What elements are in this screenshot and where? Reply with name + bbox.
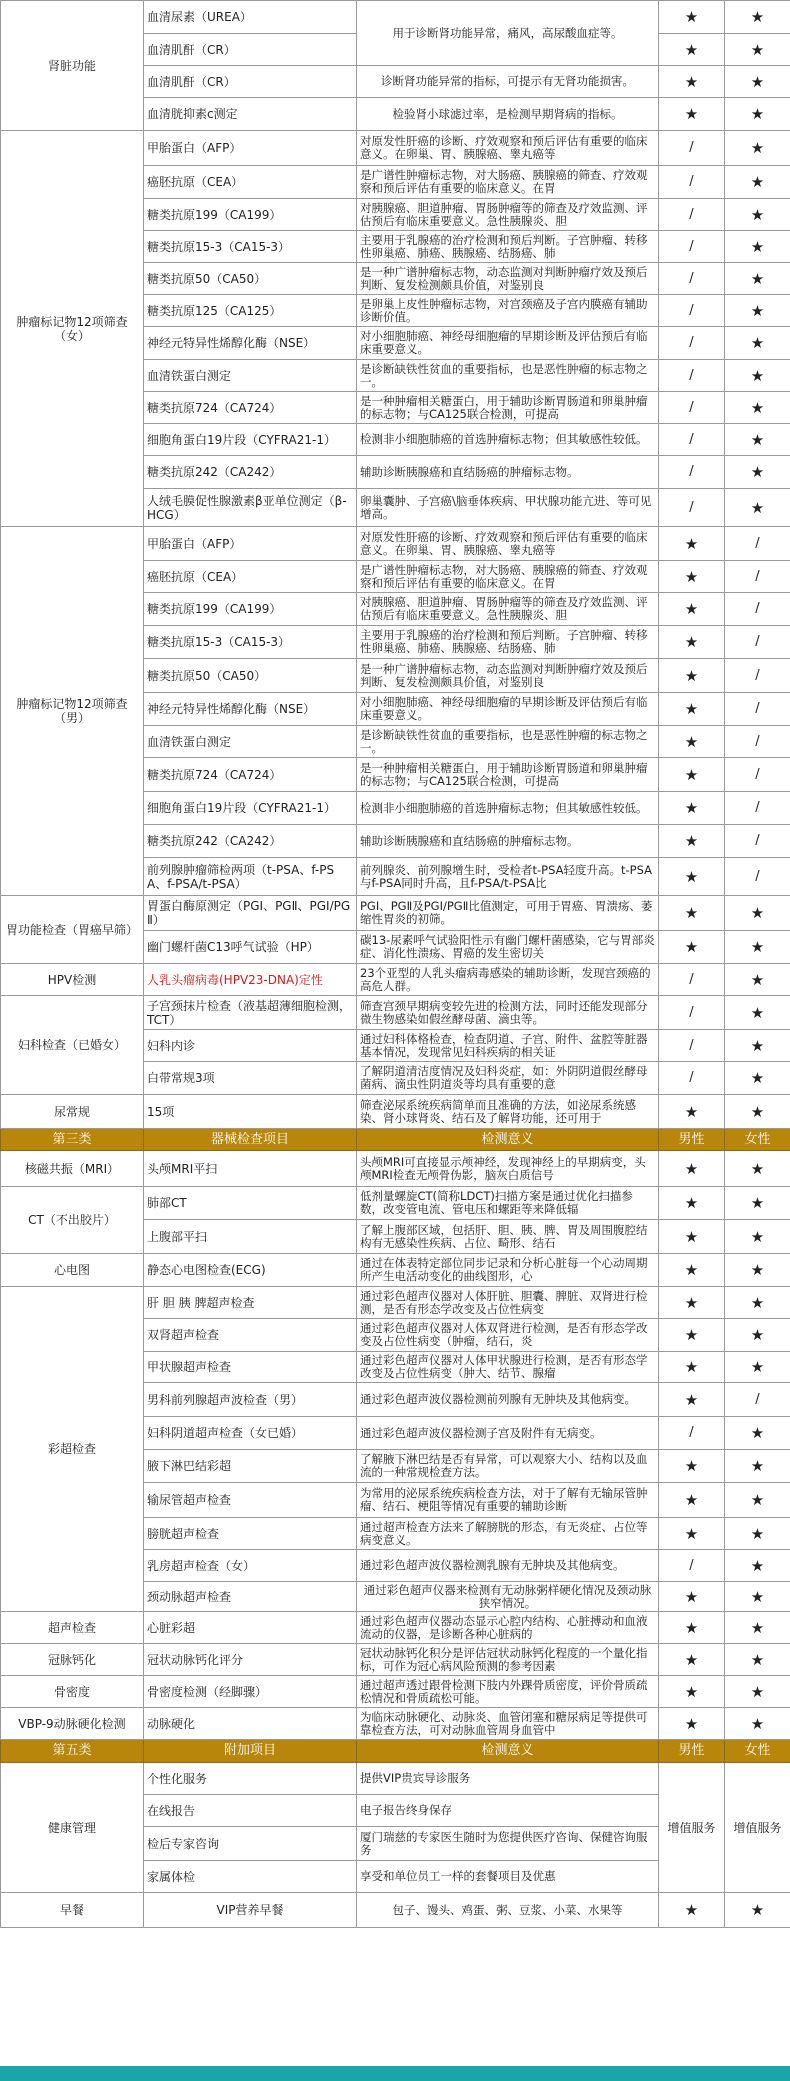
female-included-star-icon: ★ — [725, 1319, 790, 1352]
female-included-star-icon: ★ — [725, 1708, 790, 1740]
female-included-star-icon: ★ — [725, 231, 790, 263]
item-meaning: 通过彩色超声仪器对人体双肾进行检测，是否有形态学改变及占位性病变（肿瘤，结石，炎 — [357, 1319, 659, 1352]
male-included-star-icon: ★ — [659, 626, 725, 659]
female-not-applicable-mark: / — [725, 626, 790, 659]
item-meaning: 检测非小细胞肺癌的首选肿瘤标志物；但其敏感性较低。 — [357, 792, 659, 825]
male-included-star-icon: ★ — [659, 792, 725, 825]
category-cell: CT（不出胶片） — [1, 1187, 144, 1254]
item-meaning: 23个亚型的人乳头瘤病毒感染的辅助诊断，发现宫颈癌的高危人群。 — [357, 964, 659, 996]
female-included-star-icon: ★ — [725, 996, 790, 1030]
male-not-applicable-mark: / — [659, 166, 725, 199]
female-not-applicable-mark: / — [725, 758, 790, 792]
item-meaning: 碳13-尿素呼气试验阳性示有幽门螺杆菌感染，它与胃部炎症、消化性溃疡、胃癌的发生密切关 — [357, 931, 659, 964]
female-not-applicable-mark: / — [725, 792, 790, 825]
male-included-star-icon: ★ — [659, 561, 725, 593]
item-meaning: 对胰腺癌、胆道肿瘤、胃肠肿瘤等的筛查及疗效监测、评估预后有临床重要意义。急性胰腺炎、胆 — [357, 593, 659, 626]
female-included-star-icon: ★ — [725, 1030, 790, 1062]
header-item: 器械检查项目 — [144, 1129, 357, 1151]
male-included-star-icon: ★ — [659, 931, 725, 964]
header-category: 第五类 — [1, 1740, 144, 1763]
item-name: 糖类抗原199（CA199） — [144, 593, 357, 626]
item-name: 糖类抗原724（CA724） — [144, 758, 357, 792]
item-meaning: 是一种肿瘤相关糖蛋白，用于辅助诊断胃肠道和卵巢肿瘤的标志物；与CA125联合检测，可提高 — [357, 758, 659, 792]
male-not-applicable-mark: / — [659, 199, 725, 231]
female-not-applicable-mark: / — [725, 593, 790, 626]
female-included-star-icon: ★ — [725, 1254, 790, 1287]
item-meaning: 厦门瑞慈的专家医生随时为您提供医疗咨询、保健咨询服务 — [357, 1827, 659, 1861]
male-not-applicable-mark: / — [659, 1550, 725, 1582]
item-name: 人乳头瘤病毒(HPV23-DNA)定性 — [144, 964, 357, 996]
header-female: 女性 — [725, 1129, 790, 1151]
female-included-star-icon: ★ — [725, 1187, 790, 1220]
category-cell: VBP-9动脉硬化检测 — [1, 1708, 144, 1740]
female-included-star-icon: ★ — [725, 931, 790, 964]
female-not-applicable-mark: / — [725, 693, 790, 726]
male-included-star-icon: ★ — [659, 1352, 725, 1383]
item-meaning: 是广谱性肿瘤标志物，对大肠癌、胰腺癌的筛查、疗效观察和预后评估有重要的临床意义。在胃 — [357, 166, 659, 199]
item-name: 输尿管超声检查 — [144, 1483, 357, 1518]
item-meaning: 是诊断缺铁性贫血的重要指标，也是恶性肿瘤的标志物之一。 — [357, 726, 659, 758]
male-not-applicable-mark: / — [659, 327, 725, 360]
category-cell: 冠脉钙化 — [1, 1644, 144, 1676]
item-name: 血清铁蛋白测定 — [144, 360, 357, 392]
header-category: 第三类 — [1, 1129, 144, 1151]
female-included-star-icon: ★ — [725, 1893, 790, 1928]
male-included-star-icon: ★ — [659, 1676, 725, 1708]
item-meaning: 辅助诊断胰腺癌和直结肠癌的肿瘤标志物。 — [357, 456, 659, 489]
item-meaning: PGⅠ、PGⅡ及PGⅠ/PGⅡ比值测定，可用于胃癌、胃溃疡、萎缩性胃炎的初筛。 — [357, 896, 659, 931]
male-included-star-icon: ★ — [659, 896, 725, 931]
table-body — [1, 1, 790, 1928]
footer-bar — [0, 2066, 790, 2081]
male-not-applicable-mark: / — [659, 964, 725, 996]
female-not-applicable-mark: / — [725, 726, 790, 758]
item-name: 甲状腺超声检查 — [144, 1352, 357, 1383]
category-cell: 肿瘤标记物12项筛查（女） — [1, 131, 144, 527]
item-meaning: 对小细胞肺癌、神经母细胞瘤的早期诊断及评估预后有临床重要意义。 — [357, 327, 659, 360]
item-meaning: 通过彩色超声波仪器检测乳腺有无肿块及其他病变。 — [357, 1550, 659, 1582]
female-included-star-icon: ★ — [725, 1483, 790, 1518]
category-cell: 胃功能检查（胃癌早筛） — [1, 896, 144, 964]
item-name: 骨密度检测（经脚骤） — [144, 1676, 357, 1708]
item-meaning: 低剂量螺旋CT(简称LDCT)扫描方案是通过优化扫描参数，改变管电流、管电压和螺距等来降低辐 — [357, 1187, 659, 1220]
item-name: 子宫颈抹片检查（液基超薄细胞检测，TCT） — [144, 996, 357, 1030]
male-included-star-icon: ★ — [659, 693, 725, 726]
male-not-applicable-mark: / — [659, 131, 725, 166]
item-name: 在线报告 — [144, 1795, 357, 1827]
item-meaning: 检验肾小球滤过率，是检测早期肾病的指标。 — [357, 98, 659, 131]
male-not-applicable-mark: / — [659, 231, 725, 263]
category-cell: 健康管理 — [1, 1763, 144, 1893]
male-included-star-icon: ★ — [659, 1187, 725, 1220]
item-meaning: 通过彩色超声仪器对人体肝脏、胆囊、脾脏、双肾进行检测，是否有形态学改变及占位性病变 — [357, 1287, 659, 1319]
female-not-applicable-mark: / — [725, 1383, 790, 1417]
table-row — [1, 1187, 790, 1220]
item-name: 血清胱抑素c测定 — [144, 98, 357, 131]
item-name: 男科前列腺超声波检查（男） — [144, 1383, 357, 1417]
female-not-applicable-mark: / — [725, 527, 790, 561]
item-meaning: 头颅MRI可直接显示颅神经，发现神经上的早期病变，头颅MRI检查无颅骨伪影，脑灰白质信号 — [357, 1151, 659, 1187]
item-name: 膀胱超声检查 — [144, 1518, 357, 1550]
female-included-star-icon: ★ — [725, 1550, 790, 1582]
item-meaning: 前列腺炎、前列腺增生时，受检者t-PSA轻度升高。t-PSA与f-PSA同时升高，且f-PSA/t-PSA比 — [357, 858, 659, 896]
category-cell: 彩超检查 — [1, 1287, 144, 1612]
item-name: 冠状动脉钙化评分 — [144, 1644, 357, 1676]
item-meaning: 通过妇科体格检查，检查阴道、子宫、附件、盆腔等脏器基本情况，发现常见妇科疾病的相关证 — [357, 1030, 659, 1062]
item-name: 妇科内诊 — [144, 1030, 357, 1062]
item-name: 检后专家咨询 — [144, 1827, 357, 1861]
item-name: 血清肌酐（CR） — [144, 66, 357, 98]
item-meaning: 为临床动脉硬化、动脉炎、血管闭塞和糖尿病足等提供可靠检查方法，可对动脉血管周身血管中 — [357, 1708, 659, 1740]
item-meaning: 用于诊断肾功能异常，痛风，高尿酸血症等。 — [357, 1, 659, 66]
female-included-star-icon: ★ — [725, 1676, 790, 1708]
male-not-applicable-mark: / — [659, 360, 725, 392]
item-name: 肝 胆 胰 脾超声检查 — [144, 1287, 357, 1319]
item-meaning: 主要用于乳腺癌的治疗检测和预后判断。子宫肿瘤、转移性卵巢癌、肺癌、胰腺癌、结肠癌、肺 — [357, 626, 659, 659]
item-name: 血清肌酐（CR） — [144, 34, 357, 66]
item-name: 双肾超声检查 — [144, 1319, 357, 1352]
female-included-star-icon: ★ — [725, 199, 790, 231]
female-included-star-icon: ★ — [725, 1582, 790, 1612]
male-included-star-icon: ★ — [659, 726, 725, 758]
male-included-star-icon: ★ — [659, 1483, 725, 1518]
item-meaning: 是一种肿瘤相关糖蛋白，用于辅助诊断胃肠道和卵巢肿瘤的标志物；与CA125联合检测，可提高 — [357, 392, 659, 424]
header-item: 附加项目 — [144, 1740, 357, 1763]
item-name: 细胞角蛋白19片段（CYFRA21-1） — [144, 424, 357, 456]
male-included-star-icon: ★ — [659, 1644, 725, 1676]
table-row — [1, 1763, 790, 1795]
item-meaning: 对原发性肝癌的诊断、疗效观察和预后评估有重要的临床意义。在卵巢、胃、胰腺癌、睾丸癌等 — [357, 131, 659, 166]
table-row — [1, 1, 790, 34]
male-value-cell: 增值服务 — [659, 1763, 725, 1893]
item-meaning: 了解上腹部区域，包括肝、胆、胰、脾、胃及周围腹腔结构有无感染性疾病、占位、畸形、结石 — [357, 1220, 659, 1254]
male-included-star-icon: ★ — [659, 593, 725, 626]
item-meaning: 诊断肾功能异常的指标，可提示有无肾功能损害。 — [357, 66, 659, 98]
item-meaning: 通过超声透过跟骨检测下肢内外踝骨质密度，评价骨质疏松情况和骨质疏松可能。 — [357, 1676, 659, 1708]
item-meaning: 检测非小细胞肺癌的首选肿瘤标志物；但其敏感性较低。 — [357, 424, 659, 456]
item-name: 前列腺肿瘤筛检两项（t-PSA、f-PSA、f-PSA/t-PSA） — [144, 858, 357, 896]
female-included-star-icon: ★ — [725, 1287, 790, 1319]
item-name: 腋下淋巴结彩超 — [144, 1450, 357, 1483]
item-meaning: 享受和单位员工一样的套餐项目及优惠 — [357, 1861, 659, 1893]
item-name: 糖类抗原50（CA50） — [144, 263, 357, 295]
item-name: 头颅MRI平扫 — [144, 1151, 357, 1187]
male-included-star-icon: ★ — [659, 1518, 725, 1550]
item-meaning: 是卵巢上皮性肿瘤标志物，对宫颈癌及子宫内膜癌有辅助诊断价值。 — [357, 295, 659, 327]
female-not-applicable-mark: / — [725, 561, 790, 593]
male-included-star-icon: ★ — [659, 527, 725, 561]
item-name: 糖类抗原125（CA125） — [144, 295, 357, 327]
male-included-star-icon: ★ — [659, 1095, 725, 1129]
header-female: 女性 — [725, 1740, 790, 1763]
category-cell: 早餐 — [1, 1893, 144, 1928]
item-meaning: 主要用于乳腺癌的治疗检测和预后判断。子宫肿瘤、转移性卵巢癌、肺癌、胰腺癌、结肠癌、肺 — [357, 231, 659, 263]
female-included-star-icon: ★ — [725, 1352, 790, 1383]
table-row — [1, 996, 790, 1030]
male-included-star-icon: ★ — [659, 1708, 725, 1740]
female-included-star-icon: ★ — [725, 964, 790, 996]
item-meaning: 了解阴道清洁度情况及妇科炎症，如：外阴阴道假丝酵母菌病、滴虫性阴道炎等均具有重要的意 — [357, 1062, 659, 1095]
male-not-applicable-mark: / — [659, 1030, 725, 1062]
male-included-star-icon: ★ — [659, 1383, 725, 1417]
male-included-star-icon: ★ — [659, 98, 725, 131]
item-meaning: 通过在体表特定部位同步记录和分析心脏每一个心动周期所产生电活动变化的曲线图形，心 — [357, 1254, 659, 1287]
item-name: 糖类抗原242（CA242） — [144, 456, 357, 489]
item-name: 乳房超声检查（女） — [144, 1550, 357, 1582]
female-not-applicable-mark: / — [725, 659, 790, 693]
item-meaning: 是一种广谱肿瘤标志物，动态监测对判断肿瘤疗效及预后判断、复发检测颇具价值，对鉴别良 — [357, 659, 659, 693]
item-name: 糖类抗原199（CA199） — [144, 199, 357, 231]
female-included-star-icon: ★ — [725, 166, 790, 199]
male-included-star-icon: ★ — [659, 1220, 725, 1254]
female-included-star-icon: ★ — [725, 34, 790, 66]
item-name: 甲胎蛋白（AFP） — [144, 527, 357, 561]
item-meaning: 对小细胞肺癌、神经母细胞瘤的早期诊断及评估预后有临床重要意义。 — [357, 693, 659, 726]
male-included-star-icon: ★ — [659, 1893, 725, 1928]
male-not-applicable-mark: / — [659, 392, 725, 424]
male-included-star-icon: ★ — [659, 1287, 725, 1319]
category-cell: 妇科检查（已婚女） — [1, 996, 144, 1095]
item-meaning: 对原发性肝癌的诊断、疗效观察和预后评估有重要的临床意义。在卵巢、胃、胰腺癌、睾丸癌等 — [357, 527, 659, 561]
item-meaning: 是诊断缺铁性贫血的重要指标，也是恶性肿瘤的标志物之一。 — [357, 360, 659, 392]
item-meaning: 通过超声检查方法来了解膀胱的形态，有无炎症、占位等病变意义。 — [357, 1518, 659, 1550]
item-name: 糖类抗原15-3（CA15-3） — [144, 231, 357, 263]
item-name: 癌胚抗原（CEA） — [144, 561, 357, 593]
header-male: 男性 — [659, 1740, 725, 1763]
item-meaning: 通过彩色超声波仪器检测前列腺有无肿块及其他病变。 — [357, 1383, 659, 1417]
item-name: 血清铁蛋白测定 — [144, 726, 357, 758]
item-name: 动脉硬化 — [144, 1708, 357, 1740]
female-included-star-icon: ★ — [725, 456, 790, 489]
male-included-star-icon: ★ — [659, 1319, 725, 1352]
item-meaning: 通过彩色超声仪器对人体甲状腺进行检测，是否有形态学改变及占位性病变（肿大、结节、腺瘤 — [357, 1352, 659, 1383]
male-not-applicable-mark: / — [659, 424, 725, 456]
female-included-star-icon: ★ — [725, 360, 790, 392]
table-row — [1, 1708, 790, 1740]
category-cell: 核磁共振（MRI） — [1, 1151, 144, 1187]
table-row — [1, 527, 790, 561]
item-meaning: 为常用的泌尿系统疾病检查方法，对于了解有无输尿管肿瘤、结石、梗阻等情况有重要的辅助诊断 — [357, 1483, 659, 1518]
female-included-star-icon: ★ — [725, 896, 790, 931]
female-included-star-icon: ★ — [725, 392, 790, 424]
table-row — [1, 1644, 790, 1676]
item-name: 上腹部平扫 — [144, 1220, 357, 1254]
item-name: 15项 — [144, 1095, 357, 1129]
item-meaning: 了解腋下淋巴结是否有异常，可以观察大小、结构以及血流的一种常规检查方法。 — [357, 1450, 659, 1483]
female-included-star-icon: ★ — [725, 327, 790, 360]
item-meaning: 是广谱性肿瘤标志物，对大肠癌、胰腺癌的筛查、疗效观察和预后评估有重要的临床意义。在胃 — [357, 561, 659, 593]
header-meaning: 检测意义 — [357, 1129, 659, 1151]
section-header-row — [1, 1740, 790, 1763]
item-name: 癌胚抗原（CEA） — [144, 166, 357, 199]
female-included-star-icon: ★ — [725, 1518, 790, 1550]
female-included-star-icon: ★ — [725, 263, 790, 295]
item-meaning: 筛查宫颈早期病变较先进的检测方法，同时还能发现部分微生物感染如假丝酵母菌、滴虫等。 — [357, 996, 659, 1030]
male-not-applicable-mark: / — [659, 456, 725, 489]
item-meaning: 冠状动脉钙化积分是评估冠状动脉钙化程度的一个量化指标，可作为冠心病风险预测的参考因素 — [357, 1644, 659, 1676]
item-name: VIP营养早餐 — [144, 1893, 357, 1928]
female-included-star-icon: ★ — [725, 1062, 790, 1095]
item-meaning: 包子、馒头、鸡蛋、粥、豆浆、小菜、水果等 — [357, 1893, 659, 1928]
item-meaning: 提供VIP贵宾导诊服务 — [357, 1763, 659, 1795]
item-name: 糖类抗原15-3（CA15-3） — [144, 626, 357, 659]
female-included-star-icon: ★ — [725, 1450, 790, 1483]
item-name: 神经元特异性烯醇化酶（NSE） — [144, 327, 357, 360]
male-included-star-icon: ★ — [659, 659, 725, 693]
table-row — [1, 1676, 790, 1708]
table-row — [1, 1095, 790, 1129]
female-value-cell: 增值服务 — [725, 1763, 790, 1893]
header-meaning: 检测意义 — [357, 1740, 659, 1763]
item-name: 心脏彩超 — [144, 1612, 357, 1644]
female-included-star-icon: ★ — [725, 1612, 790, 1644]
header-male: 男性 — [659, 1129, 725, 1151]
table-row — [1, 964, 790, 996]
item-meaning: 是一种广谱肿瘤标志物，动态监测对判断肿瘤疗效及预后判断、复发检测颇具价值，对鉴别良 — [357, 263, 659, 295]
male-included-star-icon: ★ — [659, 825, 725, 858]
male-included-star-icon: ★ — [659, 1254, 725, 1287]
male-included-star-icon: ★ — [659, 1612, 725, 1644]
item-meaning: 对胰腺癌、胆道肿瘤、胃肠肿瘤等的筛查及疗效监测、评估预后有临床重要意义。急性胰腺炎、胆 — [357, 199, 659, 231]
male-included-star-icon: ★ — [659, 34, 725, 66]
item-name: 颈动脉超声检查 — [144, 1582, 357, 1612]
section-header-row — [1, 1129, 790, 1151]
male-included-star-icon: ★ — [659, 1, 725, 34]
item-name: 人绒毛膜促性腺激素β亚单位测定（β-HCG） — [144, 489, 357, 527]
category-cell: 骨密度 — [1, 1676, 144, 1708]
table-row — [1, 896, 790, 931]
item-meaning: 电子报告终身保存 — [357, 1795, 659, 1827]
male-included-star-icon: ★ — [659, 66, 725, 98]
table-row — [1, 131, 790, 166]
item-meaning: 通过彩色超声仪器动态显示心腔内结构、心脏搏动和血液流动的仪器，是诊断各种心脏病的 — [357, 1612, 659, 1644]
category-cell: 心电图 — [1, 1254, 144, 1287]
item-meaning: 筛查泌尿系统疾病简单而且准确的方法，如泌尿系统感染、肾小球肾炎、结石及了解肾功能，还可用于 — [357, 1095, 659, 1129]
female-included-star-icon: ★ — [725, 295, 790, 327]
category-cell: 肿瘤标记物12项筛查（男） — [1, 527, 144, 896]
table-row — [1, 1893, 790, 1928]
table-row — [1, 1612, 790, 1644]
female-not-applicable-mark: / — [725, 858, 790, 896]
item-meaning: 通过彩色超声波仪器检测子宫及附件有无病变。 — [357, 1417, 659, 1450]
table-row — [1, 1254, 790, 1287]
female-included-star-icon: ★ — [725, 424, 790, 456]
female-included-star-icon: ★ — [725, 489, 790, 527]
item-name: 妇科阴道超声检查（女已婚） — [144, 1417, 357, 1450]
item-meaning: 辅助诊断胰腺癌和直结肠癌的肿瘤标志物。 — [357, 825, 659, 858]
female-included-star-icon: ★ — [725, 1095, 790, 1129]
item-name: 神经元特异性烯醇化酶（NSE） — [144, 693, 357, 726]
item-name: 糖类抗原242（CA242） — [144, 825, 357, 858]
male-not-applicable-mark: / — [659, 489, 725, 527]
item-name: 糖类抗原50（CA50） — [144, 659, 357, 693]
category-cell: 肾脏功能 — [1, 1, 144, 131]
item-name: 胃蛋白酶原测定（PGⅠ、PGⅡ、PGⅠ/PGⅡ） — [144, 896, 357, 931]
female-not-applicable-mark: / — [725, 825, 790, 858]
item-name: 静态心电图检查(ECG) — [144, 1254, 357, 1287]
item-name: 细胞角蛋白19片段（CYFRA21-1） — [144, 792, 357, 825]
female-included-star-icon: ★ — [725, 1644, 790, 1676]
female-included-star-icon: ★ — [725, 1151, 790, 1187]
item-name: 糖类抗原724（CA724） — [144, 392, 357, 424]
female-included-star-icon: ★ — [725, 1, 790, 34]
male-not-applicable-mark: / — [659, 1062, 725, 1095]
item-name: 个性化服务 — [144, 1763, 357, 1795]
male-not-applicable-mark: / — [659, 1417, 725, 1450]
male-included-star-icon: ★ — [659, 758, 725, 792]
male-not-applicable-mark: / — [659, 263, 725, 295]
male-not-applicable-mark: / — [659, 996, 725, 1030]
female-included-star-icon: ★ — [725, 1220, 790, 1254]
category-cell: 尿常规 — [1, 1095, 144, 1129]
female-included-star-icon: ★ — [725, 66, 790, 98]
male-included-star-icon: ★ — [659, 1450, 725, 1483]
item-name: 白带常规3项 — [144, 1062, 357, 1095]
female-included-star-icon: ★ — [725, 98, 790, 131]
male-included-star-icon: ★ — [659, 858, 725, 896]
item-meaning: 卵巢囊肿、子宫癌\脑垂体疾病、甲状腺功能亢进、等可见增高。 — [357, 489, 659, 527]
item-name: 甲胎蛋白（AFP） — [144, 131, 357, 166]
table-row — [1, 1151, 790, 1187]
male-included-star-icon: ★ — [659, 1151, 725, 1187]
item-name: 肺部CT — [144, 1187, 357, 1220]
female-included-star-icon: ★ — [725, 131, 790, 166]
male-not-applicable-mark: / — [659, 295, 725, 327]
item-meaning: 通过彩色超声仪器来检测有无动脉粥样硬化情况及颈动脉狭窄情况。 — [357, 1582, 659, 1612]
item-name: 幽门螺杆菌C13呼气试验（HP） — [144, 931, 357, 964]
category-cell: 超声检查 — [1, 1612, 144, 1644]
male-included-star-icon: ★ — [659, 1582, 725, 1612]
item-name: 血清尿素（UREA） — [144, 1, 357, 34]
female-included-star-icon: ★ — [725, 1417, 790, 1450]
table-row — [1, 1287, 790, 1319]
item-name: 家属体检 — [144, 1861, 357, 1893]
category-cell: HPV检测 — [1, 964, 144, 996]
